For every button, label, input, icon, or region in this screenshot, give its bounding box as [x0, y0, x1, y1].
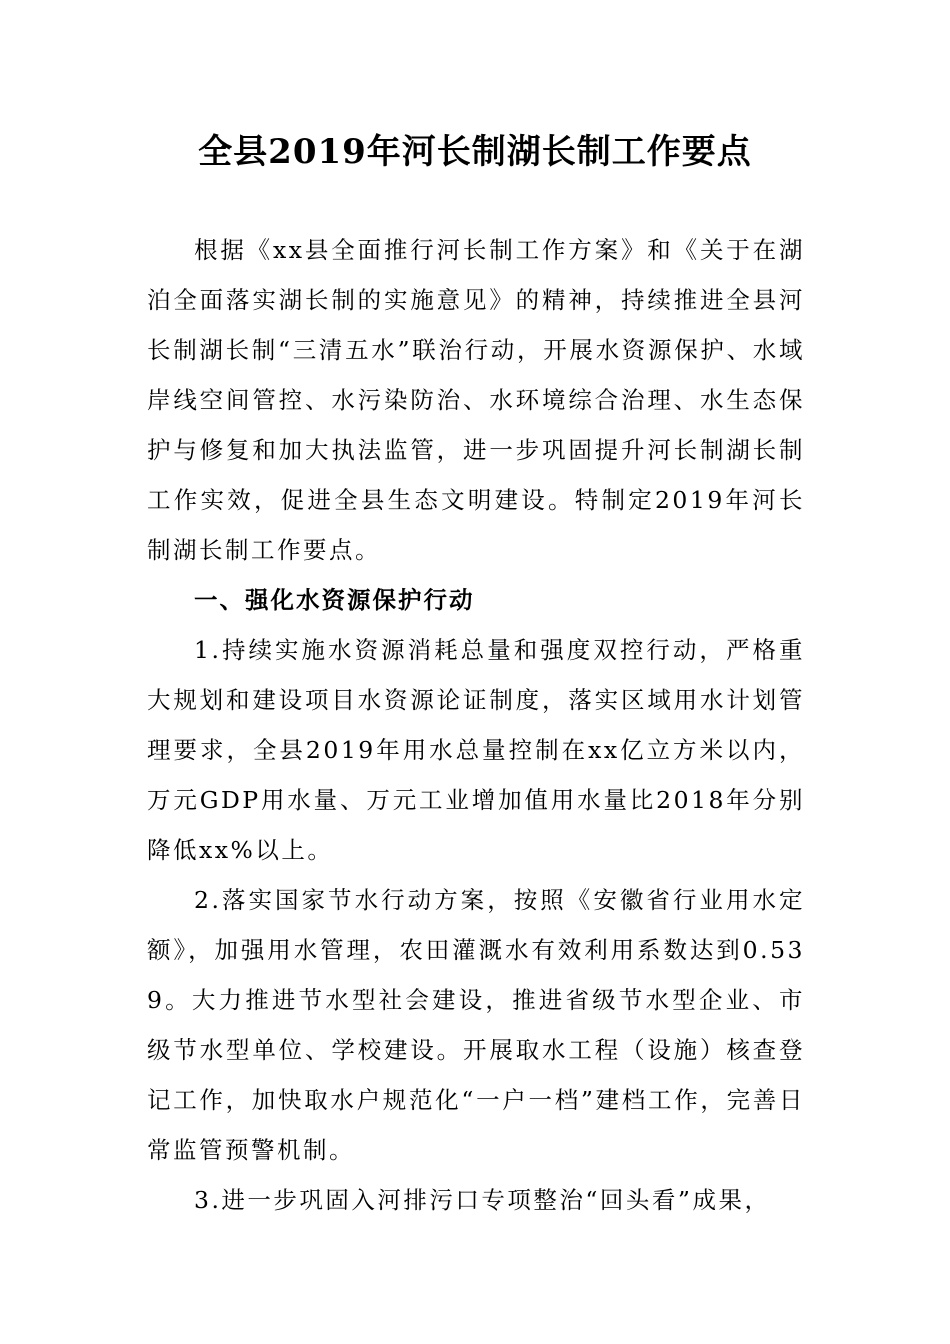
- item-paragraph-3: 3.进一步巩固入河排污口专项整治“回头看”成果，: [194, 1186, 771, 1214]
- document-title: 全县2019年河长制湖长制工作要点: [198, 132, 752, 172]
- document-body: [147, 225, 805, 1225]
- section-heading-1: 一、强化水资源保护行动: [194, 586, 475, 614]
- intro-paragraph: 根据《xx县全面推行河长制工作方案》和《关于在湖泊全面落实湖长制的实施意见》的精神，持续推进全县河长制湖长制“三清五水”联治行动，开展水资源保护、水域岸线空间管控、水污染防治、水环境综合治理、水生态保护与修复和加大执法监管，进一步巩固提升河长制湖长制工作实效，促进全县生态文明建设。特制定2019年河长制湖长制工作要点。: [147, 236, 805, 564]
- item-paragraph-1: 1.持续实施水资源消耗总量和强度双控行动，严格重大规划和建设项目水资源论证制度，落实区域用水计划管理要求，全县2019年用水总量控制在xx亿立方米以内，万元GDP用水量、万元工业增加值用水量比2018年分别降低xx%以上。: [147, 636, 805, 864]
- item-paragraph-2: 2.落实国家节水行动方案，按照《安徽省行业用水定额》，加强用水管理，农田灌溉水有效利用系数达到0.539。大力推进节水型社会建设，推进省级节水型企业、市级节水型单位、学校建设。开展取水工程（设施）核查登记工作，加快取水户规范化“一户一档”建档工作，完善日常监管预警机制。: [147, 886, 805, 1164]
